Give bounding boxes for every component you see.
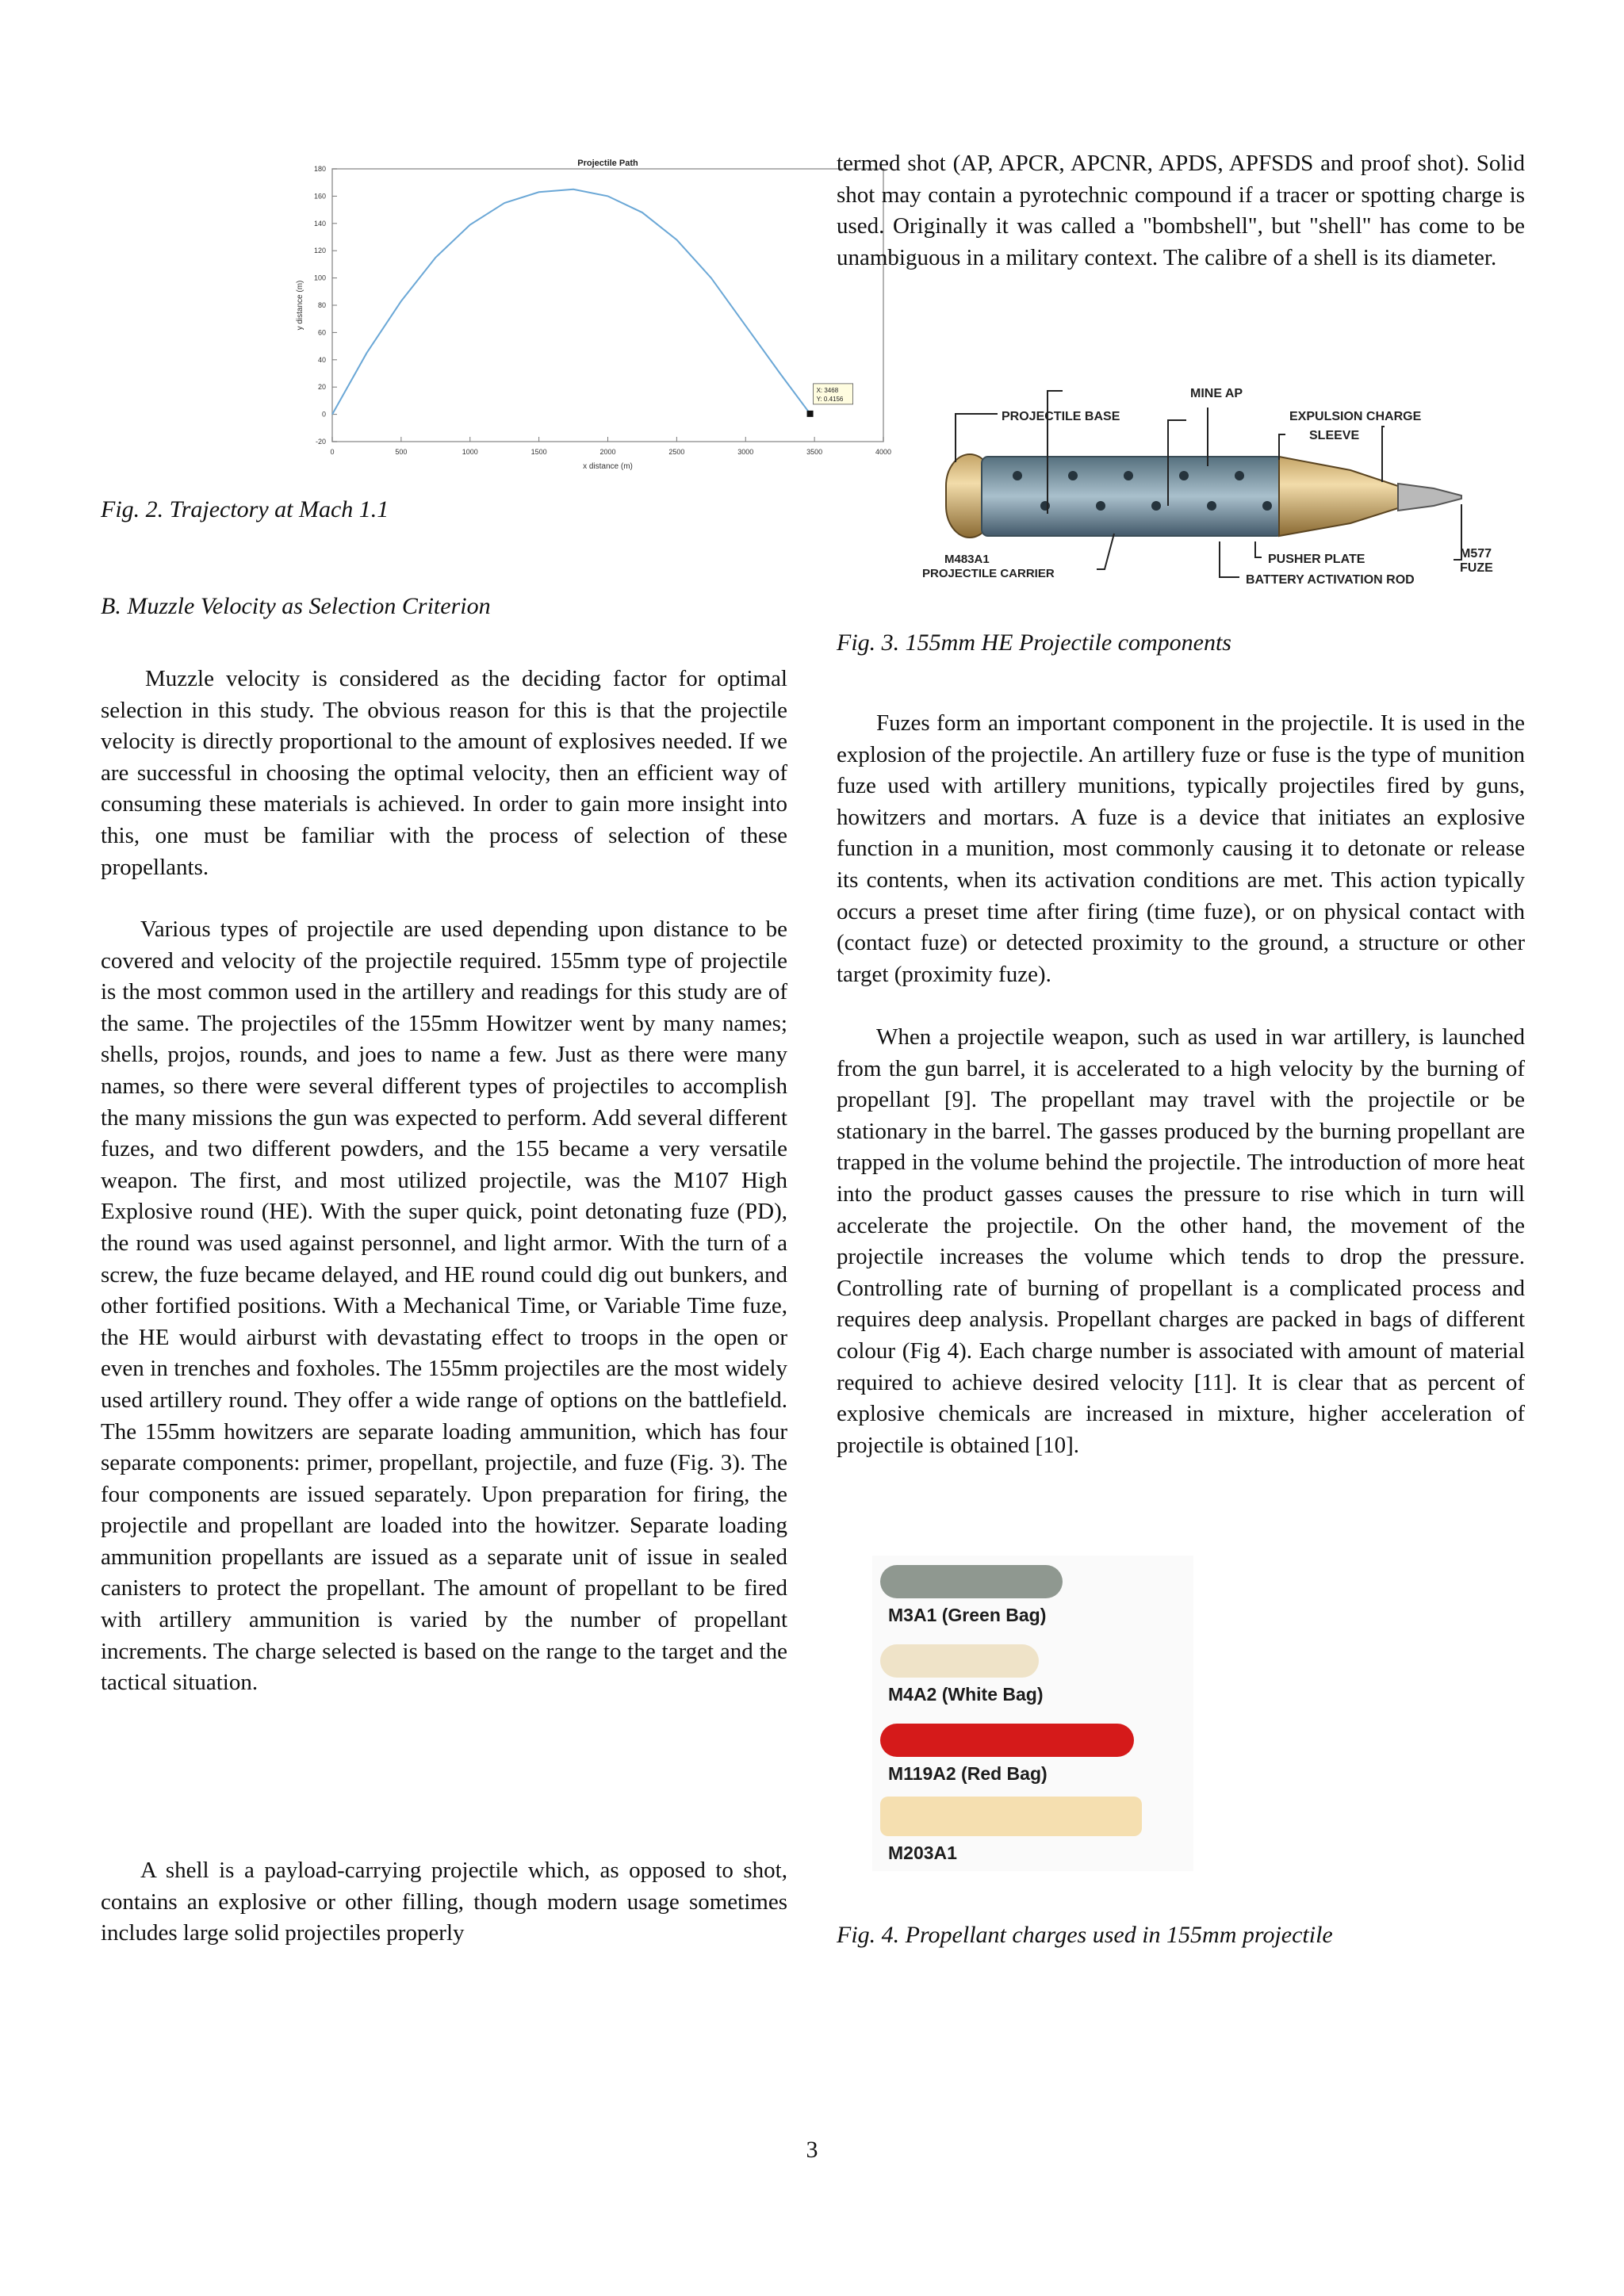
label-mine-ap: MINE AP xyxy=(1190,387,1243,400)
propellant-bag xyxy=(880,1724,1134,1757)
y-tick-label: -20 xyxy=(315,438,326,446)
datatip-x: X: 3468 xyxy=(816,386,839,394)
fig3-caption: Fig. 3. 155mm HE Projectile components xyxy=(837,629,1231,656)
label-carrier-1: M483A1 xyxy=(944,553,990,566)
left-para-1: Muzzle velocity is considered as the deciding factor for optimal selection in this study. The obvious reason for this is that the projectile velocity is directly proportional to the amount of explosives needed. If we are successful in choosing the optimal velocity, then an efficient way of consuming these materials is achieved. In order to gain more insight into this, one must be familiar with the process of selection of these propellants. xyxy=(101,666,787,880)
label-m577-fuze-1: M577 xyxy=(1460,547,1492,561)
fig4-propellant-bags xyxy=(872,1556,1193,1871)
section-heading-b: B. Muzzle Velocity as Selection Criterion xyxy=(101,593,491,619)
x-tick-label: 1500 xyxy=(530,448,547,456)
trajectory-plot xyxy=(201,155,891,472)
x-tick-label: 2000 xyxy=(599,448,616,456)
y-tick-label: 100 xyxy=(313,274,326,282)
propellant-bag xyxy=(880,1797,1142,1836)
right-para-0: termed shot (AP, APCR, APCNR, APDS, APFSDS and proof shot). Solid shot may contain a pyrotechnic compound if a tracer or spotting charge is used. Originally it was called a "bombshell", but "shell" has come to be unambiguous in a military context. The calibre of a shell is its diameter. xyxy=(837,151,1525,270)
fig4-caption: Fig. 4. Propellant charges used in 155mm projectile xyxy=(837,1922,1333,1948)
x-axis-label: x distance (m) xyxy=(583,462,633,471)
projectile-cutaway-shape xyxy=(982,457,1283,536)
label-expulsion-charge: EXPULSION CHARGE xyxy=(1289,410,1422,423)
y-tick-label: 180 xyxy=(313,165,326,173)
right-para-1: Fuzes form an important component in the projectile. It is used in the explosion of the projectile. An artillery fuze or fuse is the type of munition fuze used with artillery munitions, typically projectiles fired by guns, howitzers and mortars. A fuze is a device that initiates an explosive function in a munition, most commonly causing it to detonate or release its contents, when its activation conditions are met. This action typically occurs a preset time after firing (time fuze), or on physical contact with (contact fuze) or detected proximity to the ground, a structure or other target (proximity fuze). xyxy=(837,710,1525,987)
x-tick-label: 3000 xyxy=(737,448,754,456)
left-para-3: A shell is a payload-carrying projectile which, as opposed to shot, contains an explosive or other filling, though modern usage sometimes includes large solid projectiles properly xyxy=(101,1858,787,1946)
y-tick-label: 20 xyxy=(317,383,326,392)
datatip-y: Y: 0.4156 xyxy=(816,395,844,403)
bag-label: M119A2 (Red Bag) xyxy=(888,1763,1048,1784)
bag-label: M4A2 (White Bag) xyxy=(888,1684,1044,1705)
page-number: 3 xyxy=(806,2137,818,2163)
fig2-trajectory-chart xyxy=(201,155,891,472)
label-projectile-base: PROJECTILE BASE xyxy=(1002,410,1120,423)
right-para-2: When a projectile weapon, such as used in war artillery, is launched from the gun barrel, it is accelerated to a high velocity by the burning of propellant [9]. The propellant may travel with the projectile or be stationary in the barrel. The gasses produced by the burning propellant are trapped in the volume behind the projectile. The introduction of more heat into the product gasses causes the pressure to rise which in turn will accelerate the projectile. On the other hand, the movement of the projectile increases the volume which tends to drop the pressure. Controlling rate of burning of propellant is a complicated process and requires deep analysis. Propellant charges are packed in bags of different colour (Fig 4). Each charge number is associated with amount of material required to achieve desired velocity [11]. It is clear that as percent of explosive chemicals are increased in mixture, higher acceleration of projectile is obtained [10]. xyxy=(837,1024,1525,1458)
fig2-caption: Fig. 2. Trajectory at Mach 1.1 xyxy=(101,496,389,522)
x-tick-label: 2500 xyxy=(668,448,685,456)
label-battery-rod: BATTERY ACTIVATION ROD xyxy=(1246,573,1415,587)
y-tick-label: 80 xyxy=(317,301,326,309)
x-tick-label: 4000 xyxy=(875,448,891,456)
fig3-projectile-diagram xyxy=(906,387,1509,601)
fuze-shape xyxy=(1398,484,1461,511)
y-tick-label: 0 xyxy=(321,410,326,419)
label-carrier-2: PROJECTILE CARRIER xyxy=(922,567,1055,580)
left-para-2: Various types of projectile are used depending upon distance to be covered and velocity of the projectile required. 155mm type of projectile is the most common used in the artillery and readings for this study are of the same. The projectiles of the 155mm Howitzer went by many names; shells, projos, rounds, and joes to name a few. Just as there were many names, so there were several different types of projectiles to accomplish the many missions the gun was expected to perform. Add several different fuzes, and two different powders, and the 155 became a very versatile weapon. The first, and most utilized projectile, was the M107 High Explosive round (HE). With the super quick, point detonating fuze (PD), the round was used against personnel, and light armor. With the turn of a screw, the fuze became delayed, and HE round could dig out bunkers, and other fortified positions. With a Mechanical Time, or Variable Time fuze, the HE would airburst with devastating effect to troops in the open or even in trenches and foxholes. The 155mm projectiles are the most widely used artillery round. They offer a wide range of options on the battlefield. The 155mm howitzers are separate loading ammunition, which has four separate components: primer, propellant, projectile, and fuze (Fig. 3). The four components are issued separately. Upon preparation for firing, the projectile and propellant are loaded into the howitzer. Separate loading ammunition propellants are issued as a separate unit of issue in sealed canisters to protect the propellant. The amount of propellant to be fired with artillery ammunition is varied by the number of propellant increments. The charge selected is based on the range to the target and the tactical situation. xyxy=(101,916,787,1696)
y-tick-label: 160 xyxy=(313,192,326,201)
x-tick-label: 0 xyxy=(330,448,335,456)
projectile-svg xyxy=(906,387,1509,601)
y-axis-label: y distance (m) xyxy=(296,280,304,331)
label-m577-fuze-2: FUZE xyxy=(1460,561,1493,575)
y-tick-label: 120 xyxy=(313,247,326,255)
label-pusher-plate: PUSHER PLATE xyxy=(1268,553,1365,566)
label-sleeve: SLEEVE xyxy=(1309,429,1360,442)
x-tick-label: 1000 xyxy=(462,448,478,456)
propellant-bag xyxy=(880,1565,1063,1598)
projectile-ogive-shape xyxy=(1279,457,1398,536)
chart-title: Projectile Path xyxy=(577,159,638,168)
x-tick-label: 500 xyxy=(395,448,408,456)
propellant-bag xyxy=(880,1644,1039,1678)
x-tick-label: 3500 xyxy=(806,448,823,456)
datatip-marker xyxy=(807,411,814,417)
bag-label: M3A1 (Green Bag) xyxy=(888,1605,1047,1625)
bag-label: M203A1 xyxy=(888,1843,957,1863)
y-tick-label: 60 xyxy=(317,328,326,337)
y-tick-label: 40 xyxy=(317,355,326,364)
y-tick-label: 140 xyxy=(313,219,326,228)
